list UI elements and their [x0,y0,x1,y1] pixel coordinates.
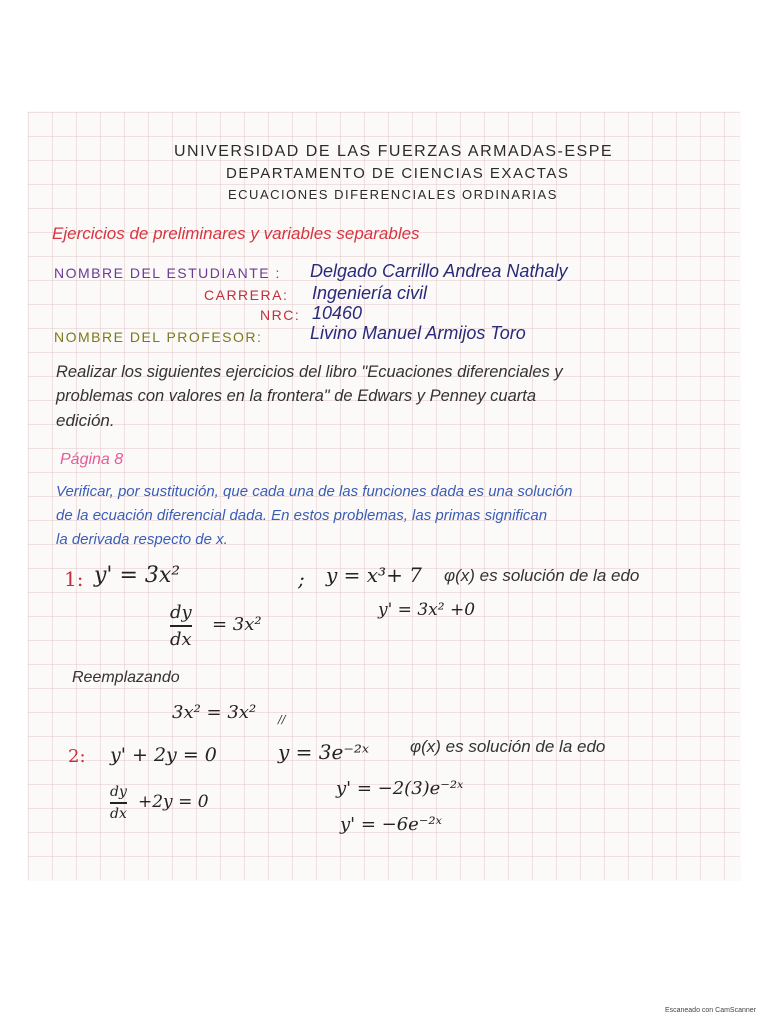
exercise1-replace-result: 3x² = 3x² [172,702,257,723]
exercise1-equation: y' = 3x² [94,563,181,588]
exercise1-number: 1: [64,567,84,591]
exercise2-frac-den: dx [110,805,127,822]
exercise1-function: y = x³+ 7 [326,563,422,587]
student-value: Delgado Carrillo Andrea Nathaly [310,261,568,281]
exercise1-derivative: y' = 3x² +0 [378,600,476,620]
exercise1-frac-num: dy [170,602,192,623]
scanner-watermark: Escaneado con CamScanner [664,1007,756,1014]
exercise2-fraction [110,784,127,822]
instructions-line3: edición. [56,411,115,430]
student-label: NOMBRE DEL ESTUDIANTE : [54,265,281,281]
task-line2: de la ecuación diferencial dada. En estos problemas, las primas significan [56,507,548,524]
topic-title: Ejercicios de preliminares y variables separables [52,224,420,243]
career-value: Ingeniería civil [312,283,428,303]
nrc-value: 10460 [312,303,363,323]
professor-label: NOMBRE DEL PROFESOR: [54,329,263,345]
exercise2-frac-num: dy [110,784,127,800]
exercise2-equation: y' + 2y = 0 [110,744,217,766]
exercise2-note: φ(x) es solución de la edo [410,737,606,756]
exercise1-separator: ; [298,567,305,591]
exercise1-check-mark: // [278,713,286,726]
replace-label: Reemplazando [72,669,180,686]
header-course: ECUACIONES DIFERENCIALES ORDINARIAS [228,187,558,202]
header-university: UNIVERSIDAD DE LAS FUERZAS ARMADAS-ESPE [174,143,614,160]
professor-value: Livino Manuel Armijos Toro [310,323,526,343]
task-line3: la derivada respecto de x. [56,531,228,548]
exercise2-deriv1: y' = −2(3)e⁻²ˣ [336,778,464,799]
task-line1: Verificar, por sustitución, que cada una de las funciones dada es una solución [56,483,573,500]
notebook-page [28,112,740,880]
fraction-bar [110,802,127,804]
exercise2-deriv2: y' = −6e⁻²ˣ [340,814,442,835]
exercise2-function: y = 3e⁻²ˣ [278,740,370,764]
instructions-line2: problemas con valores en la frontera" de Edwars y Penney cuarta [56,387,537,405]
exercise1-frac-rhs: = 3x² [212,614,262,635]
career-label: CARRERA: [204,287,289,303]
exercise1-note: φ(x) es solución de la edo [444,566,640,585]
exercise2-frac-rhs: +2y = 0 [138,792,209,812]
fraction-bar [170,625,192,627]
instructions-line1: Realizar los siguientes ejercicios del libro "Ecuaciones diferenciales y [56,363,563,381]
page-label: Página 8 [60,451,124,468]
exercise1-fraction [170,602,192,650]
header-department: DEPARTAMENTO DE CIENCIAS EXACTAS [226,165,570,182]
exercise1-frac-den: dx [170,628,192,650]
nrc-label: NRC: [260,307,301,323]
exercise2-number: 2: [68,746,86,767]
